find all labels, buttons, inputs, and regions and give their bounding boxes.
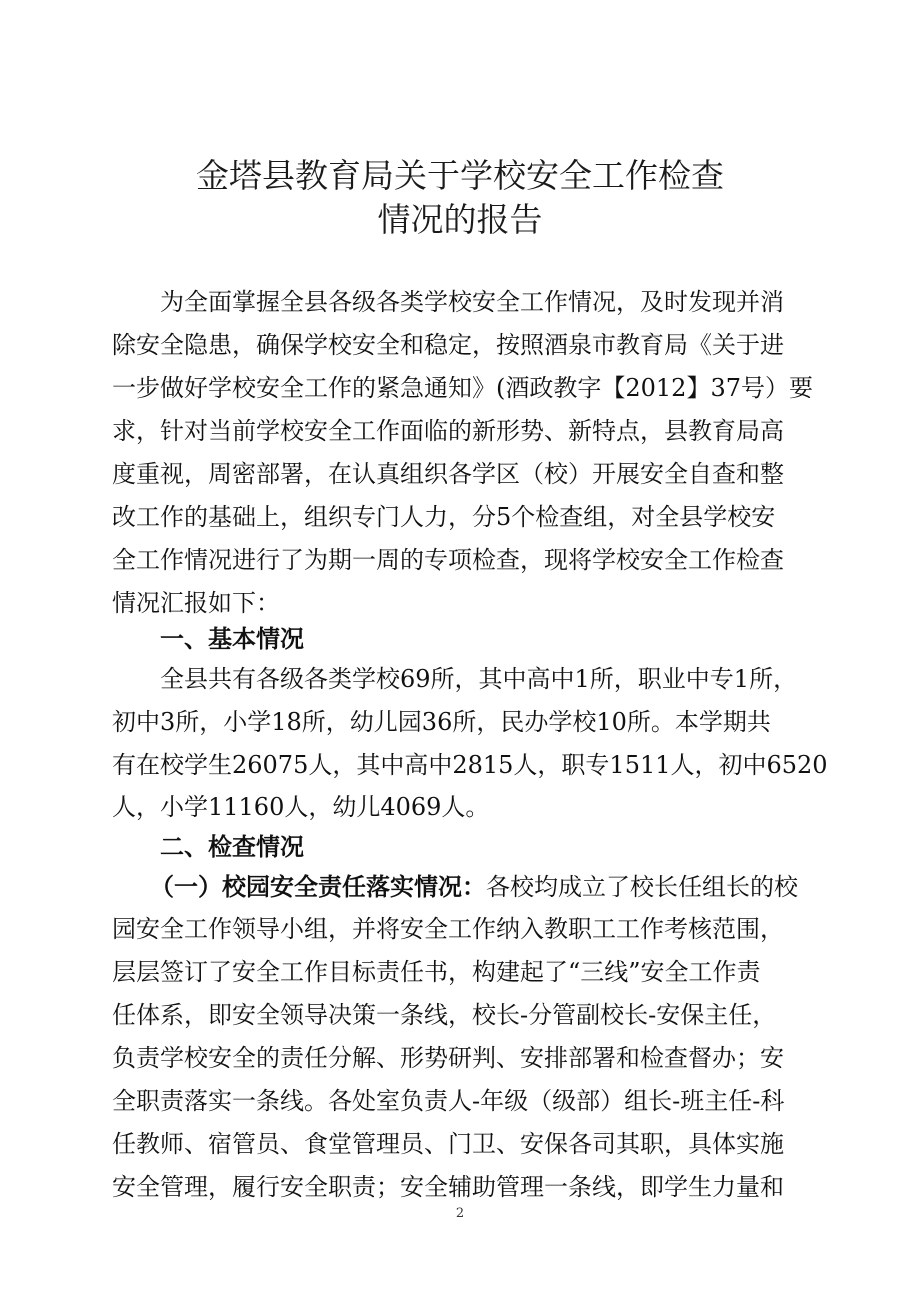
document-title-line-2: 情况的报告 bbox=[377, 200, 543, 239]
subsection1-line: 负责学校安全的责任分解、形势研判、安排部署和检查督办；安 bbox=[112, 1044, 784, 1072]
subsection1-first-line bbox=[150, 870, 798, 904]
page-number: 2 bbox=[455, 1206, 465, 1221]
intro-line: 改工作的基础上，组织专门人力，分5个检查组，对全县学校安 bbox=[112, 503, 776, 531]
intro-line: 除安全隐患，确保学校安全和稳定，按照酒泉市教育局《关于进 bbox=[112, 331, 784, 359]
subsection1-label: （一）校园安全责任落实情况： bbox=[150, 873, 486, 901]
subsection1-line: 全职责落实一条线。各处室负责人-年级（级部）组长-班主任-科 bbox=[112, 1087, 785, 1115]
subsection1-first-text: 各校均成立了校长任组长的校 bbox=[486, 873, 798, 901]
intro-line: 度重视，周密部署，在认真组织各学区（校）开展安全自查和整 bbox=[112, 460, 784, 488]
section1-line: 人，小学11160人，幼儿4069人。 bbox=[112, 793, 490, 821]
intro-line: 情况汇报如下： bbox=[112, 589, 280, 617]
document-title-line-1: 金塔县教育局关于学校安全工作检查 bbox=[196, 156, 724, 195]
intro-line: 为全面掌握全县各级各类学校安全工作情况，及时发现并消 bbox=[160, 288, 784, 316]
section1-line: 初中3所，小学18所，幼儿园36所，民办学校10所。本学期共 bbox=[112, 708, 771, 736]
intro-line: 全工作情况进行了为期一周的专项检查，现将学校安全工作检查 bbox=[112, 546, 784, 574]
section1-line: 全县共有各级各类学校69所，其中高中1所，职业中专1所， bbox=[160, 665, 798, 693]
section-heading-inspection: 二、检查情况 bbox=[160, 833, 304, 861]
intro-line: 求，针对当前学校安全工作面临的新形势、新特点，县教育局高 bbox=[112, 417, 784, 445]
subsection1-line: 层层签订了安全工作目标责任书，构建起了“三线”安全工作责 bbox=[112, 958, 761, 986]
intro-line: 一步做好学校安全工作的紧急通知》(酒政教字【2012】37号）要 bbox=[112, 374, 813, 402]
subsection1-line: 任体系，即安全领导决策一条线，校长-分管副校长-安保主任， bbox=[112, 1001, 777, 1029]
section1-line: 有在校学生26075人，其中高中2815人，职专1511人，初中6520 bbox=[112, 751, 828, 779]
subsection1-line: 任教师、宿管员、食堂管理员、门卫、安保各司其职，具体实施 bbox=[112, 1130, 784, 1158]
subsection1-line: 安全管理，履行安全职责；安全辅助管理一条线，即学生力量和 bbox=[112, 1173, 784, 1201]
section-heading-basic: 一、基本情况 bbox=[160, 625, 304, 653]
subsection1-line: 园安全工作领导小组，并将安全工作纳入教职工工作考核范围， bbox=[112, 915, 784, 943]
